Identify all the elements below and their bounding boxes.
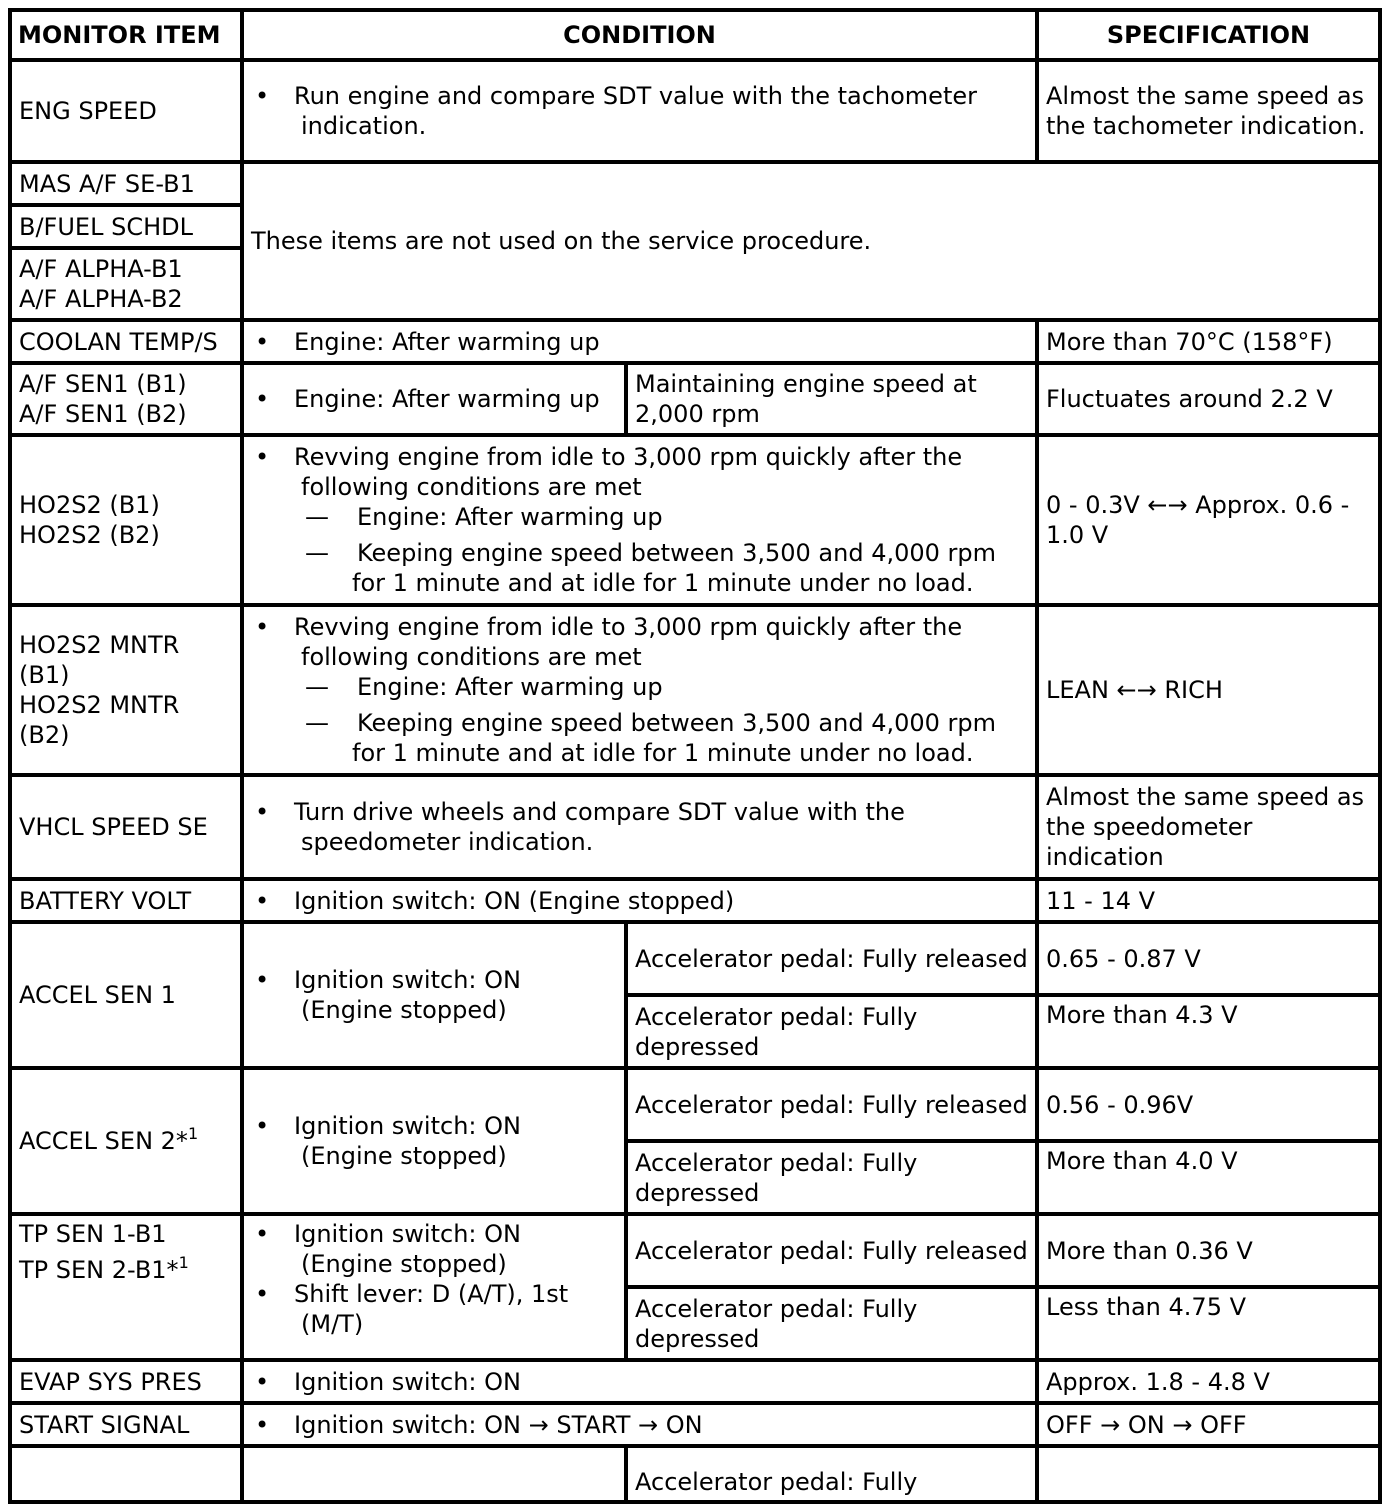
condition-bullet: • Ignition switch: ON bbox=[251, 1111, 617, 1141]
condition-cell bbox=[242, 363, 626, 435]
condition-bullet: • Engine: After warming up bbox=[251, 327, 1028, 357]
monitor-item: START SIGNAL bbox=[10, 1403, 242, 1446]
condition-cell bbox=[242, 1068, 626, 1214]
table-row bbox=[10, 363, 1380, 435]
condition-text: (Engine stopped) bbox=[301, 996, 507, 1024]
condition-text: indication. bbox=[301, 112, 427, 140]
table-row bbox=[10, 60, 1380, 162]
condition-bullet: • Ignition switch: ON bbox=[251, 1219, 617, 1249]
monitor-item bbox=[10, 1446, 242, 1502]
condition-dash-item: — Keeping engine speed between 3,500 and 4,000 rpm bbox=[251, 538, 1028, 568]
condition-cell bbox=[242, 435, 1037, 605]
sub-condition-cell: Accelerator pedal: Fully released bbox=[626, 922, 1037, 995]
condition-cell bbox=[242, 60, 1037, 162]
footnote-marker: 1 bbox=[178, 1253, 189, 1272]
specification-cell: 0.65 - 0.87 V bbox=[1037, 922, 1380, 995]
specification-cell: OFF → ON → OFF bbox=[1037, 1403, 1380, 1446]
header-condition: CONDITION bbox=[242, 10, 1037, 60]
specification-cell: More than 4.0 V bbox=[1037, 1141, 1380, 1214]
specification-cell: Less than 4.75 V bbox=[1037, 1287, 1380, 1360]
monitor-item-text: ACCEL SEN 2* bbox=[19, 1127, 188, 1155]
sub-condition-cell: Accelerator pedal: Fully released bbox=[626, 1068, 1037, 1141]
table-row bbox=[10, 435, 1380, 605]
condition-bullet: • Engine: After warming up bbox=[251, 384, 617, 414]
condition-dash-item: — Engine: After warming up bbox=[251, 502, 1028, 532]
monitor-item-line: HO2S2 MNTR bbox=[19, 691, 180, 719]
not-used-note: These items are not used on the service procedure. bbox=[242, 162, 1380, 320]
condition-bullet: • Turn drive wheels and compare SDT value with the bbox=[251, 797, 1028, 827]
specification-cell: 0.56 - 0.96V bbox=[1037, 1068, 1380, 1141]
monitor-item bbox=[10, 1214, 242, 1360]
monitor-item-line: A/F SEN1 (B1) bbox=[19, 370, 187, 398]
condition-cell bbox=[242, 1446, 626, 1502]
condition-text: (Engine stopped) bbox=[301, 1142, 507, 1170]
monitor-item-line: HO2S2 MNTR bbox=[19, 631, 180, 659]
condition-text: (Engine stopped) bbox=[301, 1250, 507, 1278]
condition-bullet: • Ignition switch: ON → START → ON bbox=[251, 1410, 1028, 1440]
monitor-item: VHCL SPEED SE bbox=[10, 775, 242, 879]
monitor-item bbox=[10, 435, 242, 605]
monitor-item: ENG SPEED bbox=[10, 60, 242, 162]
condition-bullet: • Run engine and compare SDT value with the tachometer bbox=[251, 81, 1028, 111]
table-row bbox=[10, 1446, 1380, 1502]
table-row bbox=[10, 1214, 1380, 1287]
monitor-item-line: HO2S2 (B1) bbox=[19, 491, 160, 519]
table-row bbox=[10, 775, 1380, 879]
monitor-item: MAS A/F SE-B1 bbox=[10, 162, 242, 205]
condition-bullet: • Revving engine from idle to 3,000 rpm quickly after the bbox=[251, 612, 1028, 642]
condition-bullet: • Ignition switch: ON bbox=[251, 965, 617, 995]
table-row bbox=[10, 320, 1380, 363]
sub-condition-cell: Maintaining engine speed at 2,000 rpm bbox=[626, 363, 1037, 435]
monitor-item-line: A/F SEN1 (B2) bbox=[19, 400, 187, 428]
condition-cell bbox=[242, 1214, 626, 1360]
monitor-item: B/FUEL SCHDL bbox=[10, 205, 242, 248]
specification-cell bbox=[1037, 1446, 1380, 1502]
specification-cell: Almost the same speed as the speedometer indication bbox=[1037, 775, 1380, 879]
monitor-item bbox=[10, 248, 242, 320]
monitor-spec-table bbox=[8, 8, 1382, 1504]
monitor-item-line: (B2) bbox=[19, 721, 70, 749]
sub-condition-cell: Accelerator pedal: Fully released bbox=[626, 1214, 1037, 1287]
specification-cell: Approx. 1.8 - 4.8 V bbox=[1037, 1360, 1380, 1403]
table-row bbox=[10, 1068, 1380, 1141]
condition-bullet: • Shift lever: D (A/T), 1st bbox=[251, 1279, 617, 1309]
condition-cell bbox=[242, 320, 1037, 363]
specification-cell: More than 70°C (158°F) bbox=[1037, 320, 1380, 363]
specification-cell: More than 4.3 V bbox=[1037, 995, 1380, 1068]
monitor-item: EVAP SYS PRES bbox=[10, 1360, 242, 1403]
monitor-item: BATTERY VOLT bbox=[10, 879, 242, 922]
condition-text: for 1 minute and at idle for 1 minute under no load. bbox=[352, 739, 974, 767]
sub-condition-cell: Accelerator pedal: Fully bbox=[626, 1446, 1037, 1502]
condition-text: for 1 minute and at idle for 1 minute under no load. bbox=[352, 569, 974, 597]
condition-text: following conditions are met bbox=[301, 473, 642, 501]
sub-condition-cell: Accelerator pedal: Fully depressed bbox=[626, 1287, 1037, 1360]
condition-dash-item: — Keeping engine speed between 3,500 and 4,000 rpm bbox=[251, 708, 1028, 738]
monitor-item-line: A/F ALPHA-B1 bbox=[19, 255, 183, 283]
condition-cell bbox=[242, 1403, 1037, 1446]
condition-cell bbox=[242, 605, 1037, 775]
header-specification: SPECIFICATION bbox=[1037, 10, 1380, 60]
table-row bbox=[10, 1403, 1380, 1446]
monitor-item: ACCEL SEN 1 bbox=[10, 922, 242, 1068]
monitor-item-line: TP SEN 1-B1 bbox=[19, 1220, 167, 1248]
table-row bbox=[10, 922, 1380, 995]
monitor-item-text: TP SEN 2-B1* bbox=[19, 1256, 179, 1284]
header-row bbox=[10, 10, 1380, 60]
table-row bbox=[10, 879, 1380, 922]
specification-cell: 11 - 14 V bbox=[1037, 879, 1380, 922]
monitor-item bbox=[10, 605, 242, 775]
table-row bbox=[10, 1360, 1380, 1403]
sub-condition-cell: Accelerator pedal: Fully depressed bbox=[626, 995, 1037, 1068]
condition-cell bbox=[242, 1360, 1037, 1403]
condition-cell bbox=[242, 775, 1037, 879]
monitor-item-line: (B1) bbox=[19, 661, 70, 689]
condition-bullet: • Ignition switch: ON (Engine stopped) bbox=[251, 886, 1028, 916]
condition-text: following conditions are met bbox=[301, 643, 642, 671]
footnote-marker: 1 bbox=[187, 1124, 199, 1143]
table-row bbox=[10, 605, 1380, 775]
specification-cell: Fluctuates around 2.2 V bbox=[1037, 363, 1380, 435]
monitor-item bbox=[10, 363, 242, 435]
monitor-item: COOLAN TEMP/S bbox=[10, 320, 242, 363]
condition-cell bbox=[242, 879, 1037, 922]
specification-cell: More than 0.36 V bbox=[1037, 1214, 1380, 1287]
condition-bullet: • Ignition switch: ON bbox=[251, 1367, 1028, 1397]
specification-cell: 0 - 0.3V ←→ Approx. 0.6 - 1.0 V bbox=[1037, 435, 1380, 605]
monitor-item-line: A/F ALPHA-B2 bbox=[19, 285, 183, 313]
specification-cell: Almost the same speed as the tachometer indication. bbox=[1037, 60, 1380, 162]
monitor-item bbox=[10, 1068, 242, 1214]
condition-dash-item: — Engine: After warming up bbox=[251, 672, 1028, 702]
condition-cell bbox=[242, 922, 626, 1068]
condition-text: (M/T) bbox=[301, 1310, 364, 1338]
header-monitor-item: MONITOR ITEM bbox=[10, 10, 242, 60]
sub-condition-cell: Accelerator pedal: Fully depressed bbox=[626, 1141, 1037, 1214]
condition-text: speedometer indication. bbox=[301, 828, 594, 856]
condition-bullet: • Revving engine from idle to 3,000 rpm quickly after the bbox=[251, 442, 1028, 472]
table-row bbox=[10, 162, 1380, 205]
monitor-item-line: HO2S2 (B2) bbox=[19, 521, 160, 549]
specification-cell: LEAN ←→ RICH bbox=[1037, 605, 1380, 775]
